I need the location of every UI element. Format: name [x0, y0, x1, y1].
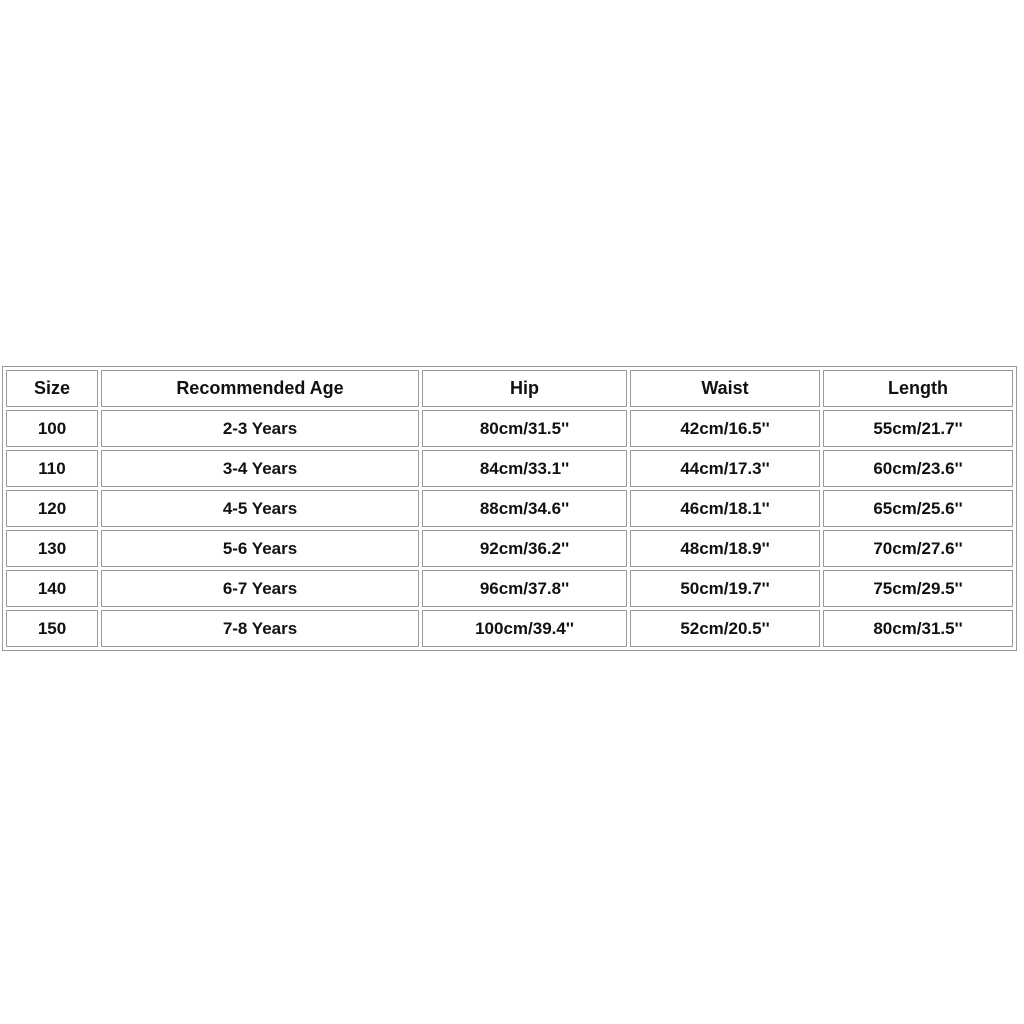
cell-recommended-age: 7-8 Years: [101, 610, 419, 647]
cell-length: 60cm/23.6'': [823, 450, 1013, 487]
size-chart-table: [2, 366, 1017, 651]
table-row: [6, 410, 1013, 447]
header-recommended-age: Recommended Age: [101, 370, 419, 407]
header-length: Length: [823, 370, 1013, 407]
cell-recommended-age: 4-5 Years: [101, 490, 419, 527]
cell-waist: 52cm/20.5'': [630, 610, 820, 647]
cell-length: 55cm/21.7'': [823, 410, 1013, 447]
cell-recommended-age: 5-6 Years: [101, 530, 419, 567]
table-row: [6, 490, 1013, 527]
header-row: [6, 370, 1013, 407]
header-size: Size: [6, 370, 98, 407]
cell-hip: 96cm/37.8'': [422, 570, 627, 607]
cell-waist: 44cm/17.3'': [630, 450, 820, 487]
header-hip: Hip: [422, 370, 627, 407]
table-row: [6, 610, 1013, 647]
cell-recommended-age: 3-4 Years: [101, 450, 419, 487]
cell-waist: 48cm/18.9'': [630, 530, 820, 567]
cell-length: 70cm/27.6'': [823, 530, 1013, 567]
cell-size: 150: [6, 610, 98, 647]
cell-size: 100: [6, 410, 98, 447]
cell-size: 130: [6, 530, 98, 567]
cell-hip: 80cm/31.5'': [422, 410, 627, 447]
cell-length: 65cm/25.6'': [823, 490, 1013, 527]
cell-size: 110: [6, 450, 98, 487]
cell-waist: 50cm/19.7'': [630, 570, 820, 607]
cell-hip: 88cm/34.6'': [422, 490, 627, 527]
cell-size: 140: [6, 570, 98, 607]
cell-waist: 46cm/18.1'': [630, 490, 820, 527]
cell-recommended-age: 6-7 Years: [101, 570, 419, 607]
cell-waist: 42cm/16.5'': [630, 410, 820, 447]
cell-hip: 84cm/33.1'': [422, 450, 627, 487]
cell-length: 80cm/31.5'': [823, 610, 1013, 647]
header-waist: Waist: [630, 370, 820, 407]
cell-hip: 92cm/36.2'': [422, 530, 627, 567]
table-row: [6, 450, 1013, 487]
cell-recommended-age: 2-3 Years: [101, 410, 419, 447]
cell-hip: 100cm/39.4'': [422, 610, 627, 647]
cell-length: 75cm/29.5'': [823, 570, 1013, 607]
cell-size: 120: [6, 490, 98, 527]
table-row: [6, 530, 1013, 567]
table-row: [6, 570, 1013, 607]
